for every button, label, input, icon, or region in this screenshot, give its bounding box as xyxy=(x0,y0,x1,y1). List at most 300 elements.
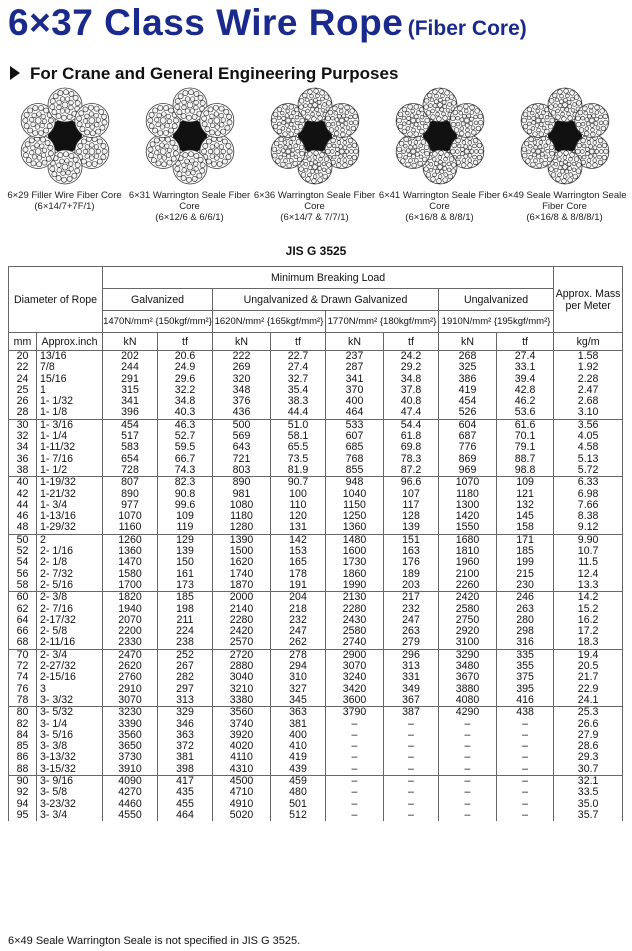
table-cell: 40.8 xyxy=(384,396,439,407)
table-cell: 294 xyxy=(271,661,326,672)
table-cell: 92 xyxy=(9,787,37,798)
table-cell: 345 xyxy=(271,695,326,707)
table-cell: 3650 xyxy=(103,741,158,752)
table-cell: 3- 1/4 xyxy=(37,719,103,730)
header-diameter: Diameter of Rope xyxy=(9,267,103,333)
table-cell: 40.3 xyxy=(158,407,213,419)
table-cell: 278 xyxy=(271,649,326,661)
table-cell: 1700 xyxy=(103,580,158,592)
table-cell: 2420 xyxy=(213,626,271,637)
table-cell: – xyxy=(439,764,497,776)
table-row xyxy=(9,407,623,419)
table-cell: 3.10 xyxy=(554,407,623,419)
table-cell: 46 xyxy=(9,511,37,522)
table-cell: 35.7 xyxy=(554,810,623,821)
table-cell: 3600 xyxy=(326,695,384,707)
table-cell: 56 xyxy=(9,569,37,580)
table-cell: 3040 xyxy=(213,672,271,683)
table-cell: 110 xyxy=(271,500,326,511)
table-cell: 117 xyxy=(384,500,439,511)
table-cell: 178 xyxy=(271,569,326,580)
table-cell: 5.72 xyxy=(554,465,623,477)
table-cell: 2580 xyxy=(439,604,497,615)
table-cell: 7/8 xyxy=(37,362,103,373)
table-cell: 381 xyxy=(271,719,326,730)
header-unit-kn: kN xyxy=(103,333,158,351)
table-cell: 119 xyxy=(158,522,213,534)
header-approx-mass: Approx. Mass per Meter xyxy=(554,267,623,333)
table-cell: 17.2 xyxy=(554,626,623,637)
rope-name: 6×49 Seale Warrington Seale Fiber Core xyxy=(502,190,627,212)
rope-6x49 xyxy=(502,86,627,223)
header-unit-kn: kN xyxy=(326,333,384,351)
table-cell: 62 xyxy=(9,604,37,615)
table-cell: – xyxy=(497,741,554,752)
table-cell: 37.8 xyxy=(384,385,439,396)
table-cell: 9.90 xyxy=(554,534,623,546)
play-arrow-icon xyxy=(10,66,20,80)
table-cell: 1160 xyxy=(103,522,158,534)
table-cell: 204 xyxy=(271,592,326,604)
table-cell: 1860 xyxy=(326,569,384,580)
table-cell: 1- 3/4 xyxy=(37,500,103,511)
table-cell: – xyxy=(439,787,497,798)
table-cell: – xyxy=(439,730,497,741)
table-cell: 222 xyxy=(213,351,271,363)
table-cell: 327 xyxy=(271,684,326,695)
table-cell: 969 xyxy=(439,465,497,477)
table-cell: 230 xyxy=(497,580,554,592)
table-cell: 145 xyxy=(497,511,554,522)
table-cell: 376 xyxy=(213,396,271,407)
table-row xyxy=(9,810,623,821)
table-cell: 217 xyxy=(384,592,439,604)
table-cell: 1- 1/4 xyxy=(37,431,103,442)
table-cell: 3- 9/16 xyxy=(37,775,103,787)
table-row xyxy=(9,775,623,787)
table-row xyxy=(9,752,623,763)
table-cell: 1-19/32 xyxy=(37,477,103,489)
table-cell: 267 xyxy=(158,661,213,672)
table-cell: – xyxy=(439,752,497,763)
table-cell: 2.47 xyxy=(554,385,623,396)
table-cell: 70.1 xyxy=(497,431,554,442)
table-cell: 325 xyxy=(439,362,497,373)
table-cell: 2.68 xyxy=(554,396,623,407)
table-row xyxy=(9,672,623,683)
table-cell: 10.7 xyxy=(554,546,623,557)
table-cell: 9.12 xyxy=(554,522,623,534)
table-cell: 1180 xyxy=(213,511,271,522)
table-cell: 296 xyxy=(384,649,439,661)
table-cell: – xyxy=(497,787,554,798)
table-cell: 263 xyxy=(384,626,439,637)
table-cell: 22 xyxy=(9,362,37,373)
table-cell: 238 xyxy=(158,637,213,649)
table-cell: 3-15/32 xyxy=(37,764,103,776)
table-cell: 1420 xyxy=(439,511,497,522)
table-cell: 2- 5/8 xyxy=(37,626,103,637)
table-cell: 890 xyxy=(103,489,158,500)
table-cell: 69.8 xyxy=(384,442,439,453)
table-cell: 335 xyxy=(497,649,554,661)
table-cell: 29.3 xyxy=(554,752,623,763)
table-cell: 1480 xyxy=(326,534,384,546)
rope-spec: (6×16/8 & 8/8/1) xyxy=(405,212,474,223)
table-cell: 68 xyxy=(9,637,37,649)
table-cell: 355 xyxy=(497,661,554,672)
table-cell: 438 xyxy=(497,707,554,719)
table-cell: 5020 xyxy=(213,810,271,821)
table-cell: 395 xyxy=(497,684,554,695)
table-cell: 417 xyxy=(158,775,213,787)
table-cell: 128 xyxy=(384,511,439,522)
table-cell: 1- 3/16 xyxy=(37,419,103,431)
table-cell: 30.7 xyxy=(554,764,623,776)
table-cell: 20 xyxy=(9,351,37,363)
table-cell: 320 xyxy=(213,374,271,385)
table-cell: 34 xyxy=(9,442,37,453)
table-cell: – xyxy=(326,730,384,741)
rope-caption xyxy=(377,190,502,223)
table-cell: 87.2 xyxy=(384,465,439,477)
table-cell: 439 xyxy=(271,764,326,776)
table-cell: 28 xyxy=(9,407,37,419)
table-cell: – xyxy=(326,719,384,730)
table-cell: 224 xyxy=(158,626,213,637)
table-cell: 150 xyxy=(158,557,213,568)
title-suffix: (Fiber Core) xyxy=(407,17,527,40)
table-row xyxy=(9,695,623,707)
table-cell: 262 xyxy=(271,637,326,649)
table-cell: – xyxy=(384,799,439,810)
table-cell: 61.8 xyxy=(384,431,439,442)
table-cell: 165 xyxy=(271,557,326,568)
table-cell: – xyxy=(326,810,384,821)
table-row xyxy=(9,707,623,719)
table-cell: 42 xyxy=(9,489,37,500)
table-cell: 721 xyxy=(213,454,271,465)
table-cell: 454 xyxy=(439,396,497,407)
table-cell: 252 xyxy=(158,649,213,661)
rope-spec: (6×14/7+7F/1) xyxy=(34,201,95,212)
table-cell: 4910 xyxy=(213,799,271,810)
table-cell: 533 xyxy=(326,419,384,431)
table-cell: 2900 xyxy=(326,649,384,661)
table-cell: 400 xyxy=(271,730,326,741)
rope-cross-section-image xyxy=(140,86,240,186)
standard-label: JIS G 3525 xyxy=(285,244,347,258)
table-cell: 5.13 xyxy=(554,454,623,465)
table-row xyxy=(9,522,623,534)
rope-cross-section-image xyxy=(265,86,365,186)
table-cell: – xyxy=(497,730,554,741)
table-cell: 2- 3/4 xyxy=(37,649,103,661)
table-cell: 3- 5/8 xyxy=(37,787,103,798)
table-cell: 185 xyxy=(158,592,213,604)
table-cell: 3230 xyxy=(103,707,158,719)
table-cell: 198 xyxy=(158,604,213,615)
table-cell: 526 xyxy=(439,407,497,419)
table-cell: 3-13/32 xyxy=(37,752,103,763)
table-cell: 3740 xyxy=(213,719,271,730)
rope-spec: (6×16/8 & 8/8/8/1) xyxy=(526,212,603,223)
table-cell: 6.33 xyxy=(554,477,623,489)
table-cell: 15/16 xyxy=(37,374,103,385)
table-cell: 2750 xyxy=(439,615,497,626)
table-cell: 1550 xyxy=(439,522,497,534)
table-cell: 88.7 xyxy=(497,454,554,465)
table-cell: 39.4 xyxy=(497,374,554,385)
table-cell: 2- 7/32 xyxy=(37,569,103,580)
table-cell: 1.92 xyxy=(554,362,623,373)
rope-6x41 xyxy=(377,86,502,223)
table-cell: 2- 1/8 xyxy=(37,557,103,568)
table-cell: 279 xyxy=(384,637,439,649)
table-cell: 61.6 xyxy=(497,419,554,431)
table-cell: 3100 xyxy=(439,637,497,649)
table-cell: 95 xyxy=(9,810,37,821)
table-cell: 151 xyxy=(384,534,439,546)
table-cell: 807 xyxy=(103,477,158,489)
table-cell: 1.58 xyxy=(554,351,623,363)
table-row xyxy=(9,557,623,568)
table-cell: 419 xyxy=(439,385,497,396)
header-grade-1770: 1770N/mm² {180kgf/mm²} xyxy=(326,311,439,333)
table-cell: 28.6 xyxy=(554,741,623,752)
header-ungalvanized-drawn: Ungalvanized & Drawn Galvanized xyxy=(213,289,439,311)
table-cell: 1150 xyxy=(326,500,384,511)
table-cell: 2130 xyxy=(326,592,384,604)
table-cell: 2100 xyxy=(439,569,497,580)
table-cell: 269 xyxy=(213,362,271,373)
table-cell: 199 xyxy=(497,557,554,568)
table-cell: 3560 xyxy=(213,707,271,719)
table-cell: 981 xyxy=(213,489,271,500)
table-cell: 4.58 xyxy=(554,442,623,453)
table-cell: 79.1 xyxy=(497,442,554,453)
rope-name: 6×31 Warrington Seale Fiber Core xyxy=(128,190,251,212)
table-cell: 59.5 xyxy=(158,442,213,453)
table-cell: 26 xyxy=(9,396,37,407)
rope-cross-section-image xyxy=(515,86,615,186)
table-cell: 268 xyxy=(439,351,497,363)
table-cell: 161 xyxy=(158,569,213,580)
table-cell: 232 xyxy=(271,615,326,626)
rope-cross-sections xyxy=(0,86,632,236)
table-cell: 3- 5/16 xyxy=(37,730,103,741)
rope-6x29 xyxy=(2,86,127,212)
table-cell: 73.5 xyxy=(271,454,326,465)
table-cell: 517 xyxy=(103,431,158,442)
table-cell: 82 xyxy=(9,719,37,730)
table-cell: 436 xyxy=(213,407,271,419)
table-cell: 416 xyxy=(497,695,554,707)
table-cell: 202 xyxy=(103,351,158,363)
table-cell: 768 xyxy=(326,454,384,465)
table-cell: 58.1 xyxy=(271,431,326,442)
table-cell: 2-27/32 xyxy=(37,661,103,672)
table-cell: – xyxy=(384,719,439,730)
table-cell: 1680 xyxy=(439,534,497,546)
table-cell: 2920 xyxy=(439,626,497,637)
table-cell: 42.8 xyxy=(497,385,554,396)
table-cell: 52.7 xyxy=(158,431,213,442)
table-cell: 30 xyxy=(9,419,37,431)
table-cell: 3380 xyxy=(213,695,271,707)
table-cell: 8.38 xyxy=(554,511,623,522)
table-cell: 129 xyxy=(158,534,213,546)
table-cell: 387 xyxy=(384,707,439,719)
table-cell: 1080 xyxy=(213,500,271,511)
table-cell: 98.8 xyxy=(497,465,554,477)
table-cell: 82.3 xyxy=(158,477,213,489)
table-cell: 99.6 xyxy=(158,500,213,511)
table-cell: 2-17/32 xyxy=(37,615,103,626)
table-cell: 419 xyxy=(271,752,326,763)
table-cell: – xyxy=(497,764,554,776)
table-cell: 287 xyxy=(326,362,384,373)
table-cell: 3070 xyxy=(326,661,384,672)
table-cell: 685 xyxy=(326,442,384,453)
table-cell: 58 xyxy=(9,580,37,592)
table-cell: 1940 xyxy=(103,604,158,615)
table-cell: – xyxy=(497,719,554,730)
table-cell: 38 xyxy=(9,465,37,477)
table-cell: 44.4 xyxy=(271,407,326,419)
table-cell: 464 xyxy=(158,810,213,821)
table-cell: 349 xyxy=(384,684,439,695)
table-cell: 109 xyxy=(158,511,213,522)
header-unit-mm: mm xyxy=(9,333,37,351)
table-cell: 3070 xyxy=(103,695,158,707)
table-cell: 1- 1/8 xyxy=(37,407,103,419)
table-cell: 1-29/32 xyxy=(37,522,103,534)
table-cell: 4020 xyxy=(213,741,271,752)
table-cell: 2-11/16 xyxy=(37,637,103,649)
table-cell: 142 xyxy=(271,534,326,546)
table-cell: 2-15/16 xyxy=(37,672,103,683)
table-cell: 21.7 xyxy=(554,672,623,683)
table-cell: 3730 xyxy=(103,752,158,763)
table-cell: 400 xyxy=(326,396,384,407)
table-cell: 3210 xyxy=(213,684,271,695)
table-cell: 34.8 xyxy=(158,396,213,407)
rope-caption xyxy=(502,190,627,223)
header-unit-kn: kN xyxy=(439,333,497,351)
section-heading xyxy=(10,64,398,84)
table-cell: 2280 xyxy=(326,604,384,615)
table-cell: 32.1 xyxy=(554,775,623,787)
table-cell: 3790 xyxy=(326,707,384,719)
table-row xyxy=(9,719,623,730)
rope-cross-section-image xyxy=(15,86,115,186)
table-cell: 51.0 xyxy=(271,419,326,431)
table-cell: 263 xyxy=(497,604,554,615)
table-cell: 66.7 xyxy=(158,454,213,465)
header-unit-tf: tf xyxy=(497,333,554,351)
table-cell: 47.4 xyxy=(384,407,439,419)
table-cell: 3240 xyxy=(326,672,384,683)
table-cell: – xyxy=(384,730,439,741)
table-cell: 6.98 xyxy=(554,489,623,500)
table-cell: 3880 xyxy=(439,684,497,695)
table-cell: 25.3 xyxy=(554,707,623,719)
table-cell: 29.2 xyxy=(384,362,439,373)
table-cell: 381 xyxy=(158,752,213,763)
footnote: 6×49 Seale Warrington Seale is not specified in JIS G 3525. xyxy=(8,935,301,947)
table-cell: 72 xyxy=(9,661,37,672)
table-cell: 109 xyxy=(497,477,554,489)
table-cell: 2330 xyxy=(103,637,158,649)
table-cell: 33.1 xyxy=(497,362,554,373)
table-cell: 1600 xyxy=(326,546,384,557)
header-grade-1910: 1910N/mm² {195kgf/mm²} xyxy=(439,311,554,333)
table-row xyxy=(9,442,623,453)
table-cell: 1500 xyxy=(213,546,271,557)
table-cell: – xyxy=(497,799,554,810)
table-cell: 96.6 xyxy=(384,477,439,489)
table-cell: 2880 xyxy=(213,661,271,672)
table-cell: 1390 xyxy=(213,534,271,546)
table-cell: 191 xyxy=(271,580,326,592)
table-cell: 1620 xyxy=(213,557,271,568)
table-cell: 14.2 xyxy=(554,592,623,604)
table-cell: 4.05 xyxy=(554,431,623,442)
table-cell: 500 xyxy=(213,419,271,431)
table-row xyxy=(9,465,623,477)
table-cell: 16.2 xyxy=(554,615,623,626)
table-cell: 2910 xyxy=(103,684,158,695)
table-cell: 34.8 xyxy=(384,374,439,385)
table-cell: 24.9 xyxy=(158,362,213,373)
table-cell: 1300 xyxy=(439,500,497,511)
table-body xyxy=(9,351,623,822)
table-row xyxy=(9,741,623,752)
table-cell: 4110 xyxy=(213,752,271,763)
table-cell: 776 xyxy=(439,442,497,453)
table-cell: 12.4 xyxy=(554,569,623,580)
table-cell: 367 xyxy=(384,695,439,707)
table-cell: 2- 7/16 xyxy=(37,604,103,615)
table-cell: 297 xyxy=(158,684,213,695)
table-cell: – xyxy=(326,752,384,763)
table-cell: 1260 xyxy=(103,534,158,546)
table-cell: 1730 xyxy=(326,557,384,568)
table-cell: 687 xyxy=(439,431,497,442)
table-cell: 19.4 xyxy=(554,649,623,661)
table-cell: 2 xyxy=(37,534,103,546)
header-unit-inch: Approx.inch xyxy=(37,333,103,351)
table-cell: 2- 1/16 xyxy=(37,546,103,557)
table-cell: 3 xyxy=(37,684,103,695)
table-cell: 341 xyxy=(326,374,384,385)
table-cell: 11.5 xyxy=(554,557,623,568)
table-cell: 4460 xyxy=(103,799,158,810)
table-cell: 27.4 xyxy=(271,362,326,373)
table-cell: 22.7 xyxy=(271,351,326,363)
rope-cross-section-image xyxy=(390,86,490,186)
table-cell: – xyxy=(439,810,497,821)
table-cell: 171 xyxy=(497,534,554,546)
table-cell: – xyxy=(326,775,384,787)
table-cell: 1040 xyxy=(326,489,384,500)
table-cell: – xyxy=(326,741,384,752)
table-cell: 3290 xyxy=(439,649,497,661)
header-galvanized: Galvanized xyxy=(103,289,213,311)
table-cell: 1360 xyxy=(326,522,384,534)
table-cell: 313 xyxy=(158,695,213,707)
